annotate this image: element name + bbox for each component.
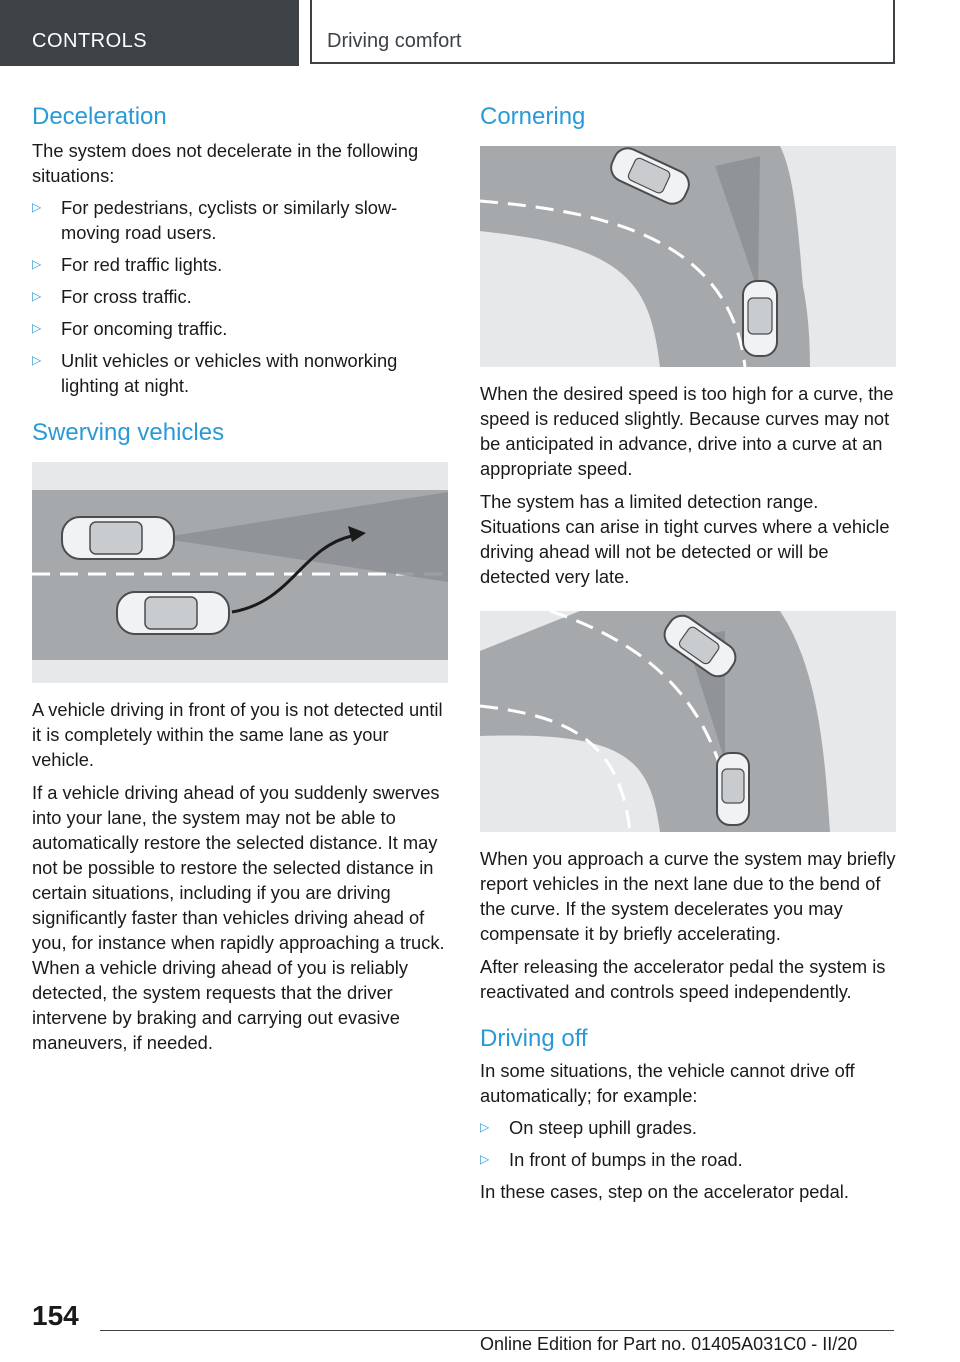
edition-note: Online Edition for Part no. 01405A031C0 - II/20 — [480, 1334, 858, 1354]
cornering-paragraph-3: When you approach a curve the system may briefly report vehicles in the next lane due to the bend of the curve. If the system decelerates you may compensate it by briefly accelerating. — [480, 848, 896, 944]
footer-divider — [100, 1330, 894, 1331]
swerving-vehicle-illustration — [32, 462, 448, 683]
chapter-title: CONTROLS — [32, 30, 148, 52]
section-title: Driving comfort — [327, 30, 462, 52]
swerving-paragraph-2: If a vehicle driving ahead of you suddenly swerves into your lane, the system may not be able to automatically restore the selected distance. It may not be possible to restore the selected distance in certain situations, including if you are driving significantly faster than vehicles driving ahead of you, for instance when rapidly approaching a truck. When a vehicle driving ahead of you is reliably detected, the system requests that the driver intervene by braking and carrying out evasive maneuvers, if needed. — [32, 782, 445, 1053]
bullet-triangle-icon: ▷ — [32, 257, 42, 271]
cornering-adjacent-lane-illustration — [480, 611, 896, 832]
list-item: ▷ For pedestrians, cyclists or similarly slow-moving road users. — [32, 197, 398, 243]
cornering-heading: Cornering — [480, 103, 586, 130]
left-column — [32, 100, 448, 1055]
list-item: ▷ On steep uphill grades. — [480, 1117, 698, 1138]
cornering-paragraph-4: After releasing the accelerator pedal the system is reactivated and controls speed independently. — [480, 956, 886, 1002]
deceleration-list — [32, 195, 448, 398]
cornering-paragraph-2: The system has a limited detection range. Situations can arise in tight curves where a vehicle driving ahead will not be detected or will be detected very late. — [480, 491, 890, 587]
deceleration-intro: The system does not decelerate in the following situations: — [32, 140, 419, 186]
cornering-paragraph-1: When the desired speed is too high for a curve, the speed is reduced slightly. Because curves may not be anticipated in advance, drive into a curve at an appropriate speed. — [480, 383, 894, 479]
driving-off-list — [480, 1115, 896, 1172]
bullet-triangle-icon: ▷ — [480, 1152, 490, 1166]
list-item: ▷ For cross traffic. — [32, 286, 192, 307]
swerving-heading: Swerving vehicles — [32, 419, 225, 446]
cornering-illustration — [480, 146, 896, 367]
bullet-triangle-icon: ▷ — [480, 1120, 490, 1134]
list-item: ▷ For red traffic lights. — [32, 254, 223, 275]
driving-off-outro: In these cases, step on the accelerator pedal. — [480, 1181, 849, 1202]
page-number: 154 — [32, 1300, 79, 1331]
bullet-triangle-icon: ▷ — [32, 353, 42, 367]
bullet-triangle-icon: ▷ — [32, 200, 42, 214]
right-column — [480, 100, 896, 1204]
section-tab — [310, 0, 895, 64]
deceleration-heading: Deceleration — [32, 103, 167, 130]
chapter-tab — [0, 0, 299, 66]
driving-off-heading: Driving off — [480, 1025, 588, 1052]
list-item: ▷ Unlit vehicles or vehicles with nonworking lighting at night. — [32, 350, 398, 396]
driving-off-intro: In some situations, the vehicle cannot drive off automatically; for example: — [480, 1060, 855, 1106]
bullet-triangle-icon: ▷ — [32, 321, 42, 335]
swerving-paragraph-1: A vehicle driving in front of you is not detected until it is completely within the same lane as your vehicle. — [32, 699, 443, 770]
bullet-triangle-icon: ▷ — [32, 289, 42, 303]
list-item: ▷ In front of bumps in the road. — [480, 1149, 743, 1170]
list-item: ▷ For oncoming traffic. — [32, 318, 228, 339]
